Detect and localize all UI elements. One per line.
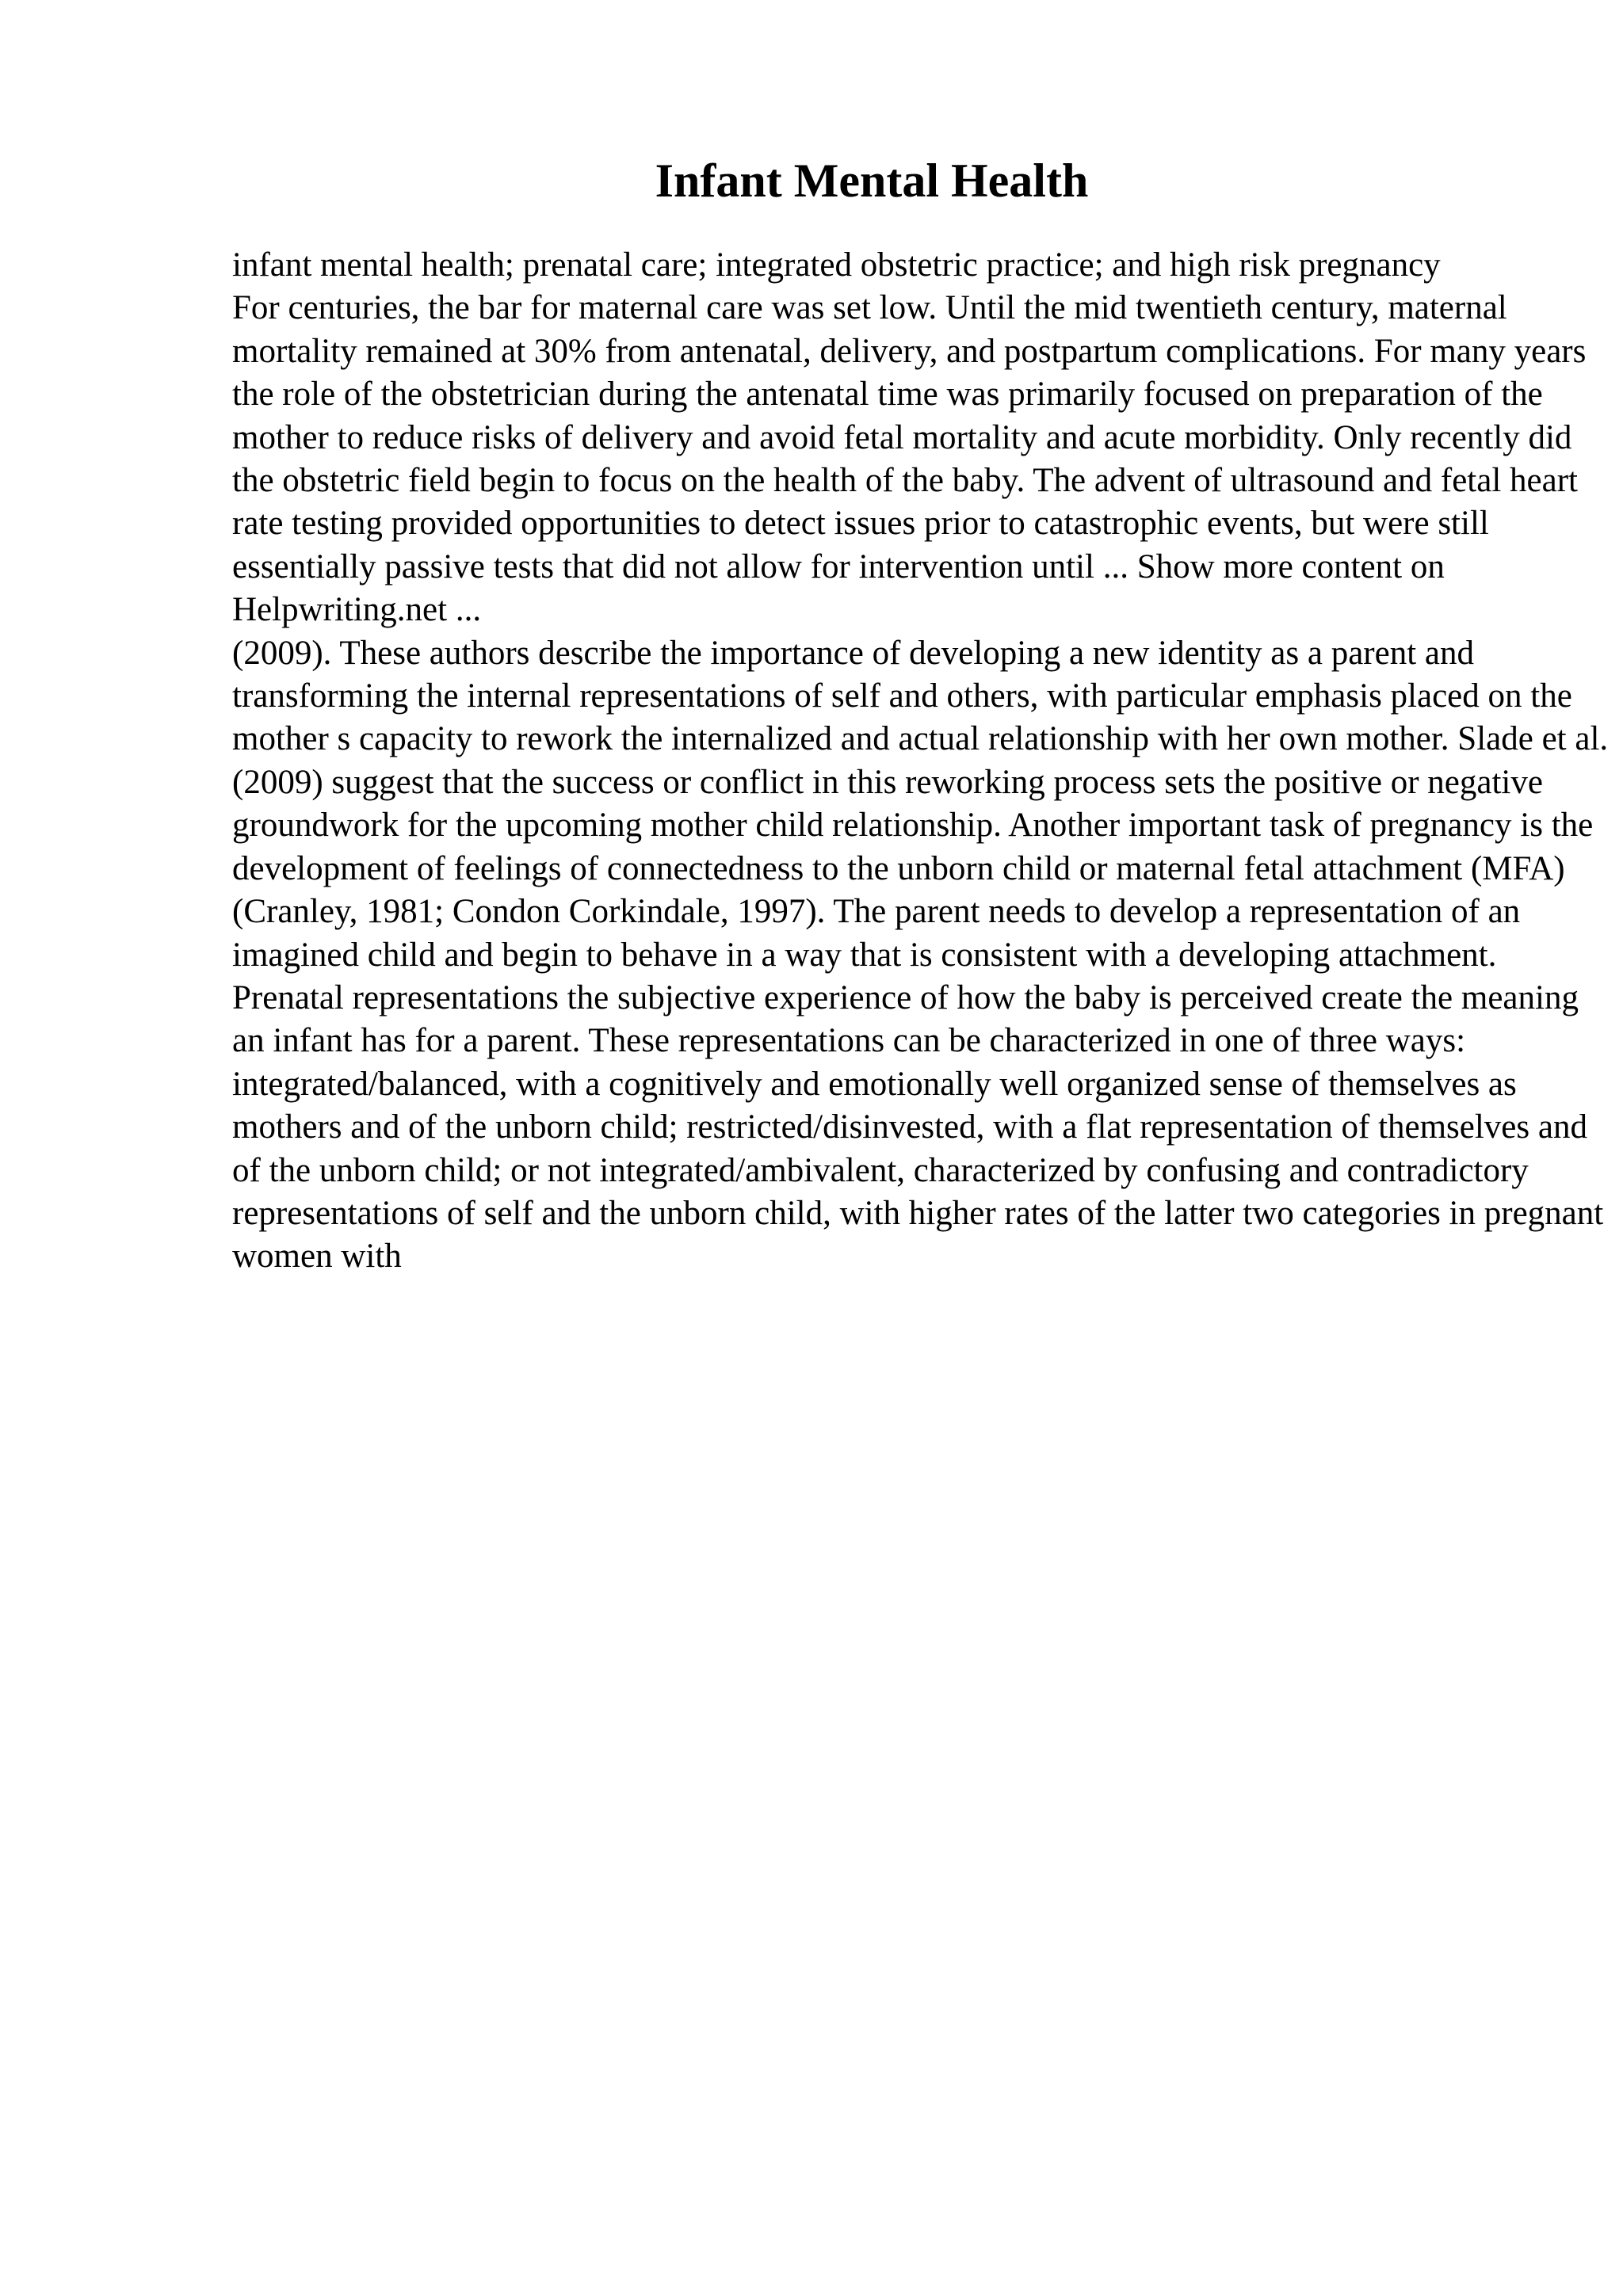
body-paragraph-2: (2009). These authors describe the importance of developing a new identity as a parent and transforming the internal representations of self and others, with particular emphasis placed on the mother s capacity to rework the internalized and actual relationship with her own mother. Slade et al. (2009) suggest that the success or conflict in this reworking process sets the positive or negative groundwork for the upcoming mother child relationship. Another important task of pregnancy is the development of feelings of connectedness to the unborn child or maternal fetal attachment (MFA) (Cranley, 1981; Condon Corkindale, 1997). The parent needs to develop a representation of an imagined child and begin to behave in a way that is consistent with a developing attachment. Prenatal representations the subjective experience of how the baby is perceived create the meaning an infant has for a parent. These representations can be characterized in one of three ways: integrated/balanced, with a cognitively and emotionally well organized sense of themselves as mothers and of the unborn child; restricted/disinvested, with a flat representation of themselves and of the unborn child; or not integrated/ambivalent, characterized by confusing and contradictory representations of self and the unborn child, with higher rates of the latter two categories in pregnant women with [232,634,1609,1276]
keywords-line: infant mental health; prenatal care; integrated obstetric practice; and high risk pregnancy [232,246,1441,284]
document-body [232,244,1615,1279]
document-title: Infant Mental Health [655,154,1089,207]
body-paragraph-1: For centuries, the bar for maternal care was set low. Until the mid twentieth century, maternal mortality remained at 30% from antenatal, delivery, and postpartum complications. For many years the role of the obstetrician during the antenatal time was primarily focused on preparation of the mother to reduce risks of delivery and avoid fetal mortality and acute morbidity. Only recently did the obstetric field begin to focus on the health of the baby. The advent of ultrasound and fetal heart rate testing provided opportunities to detect issues prior to catastrophic events, but were still essentially passive tests that did not allow for intervention until ... Show more content on Helpwriting.net ... [232,289,1587,629]
